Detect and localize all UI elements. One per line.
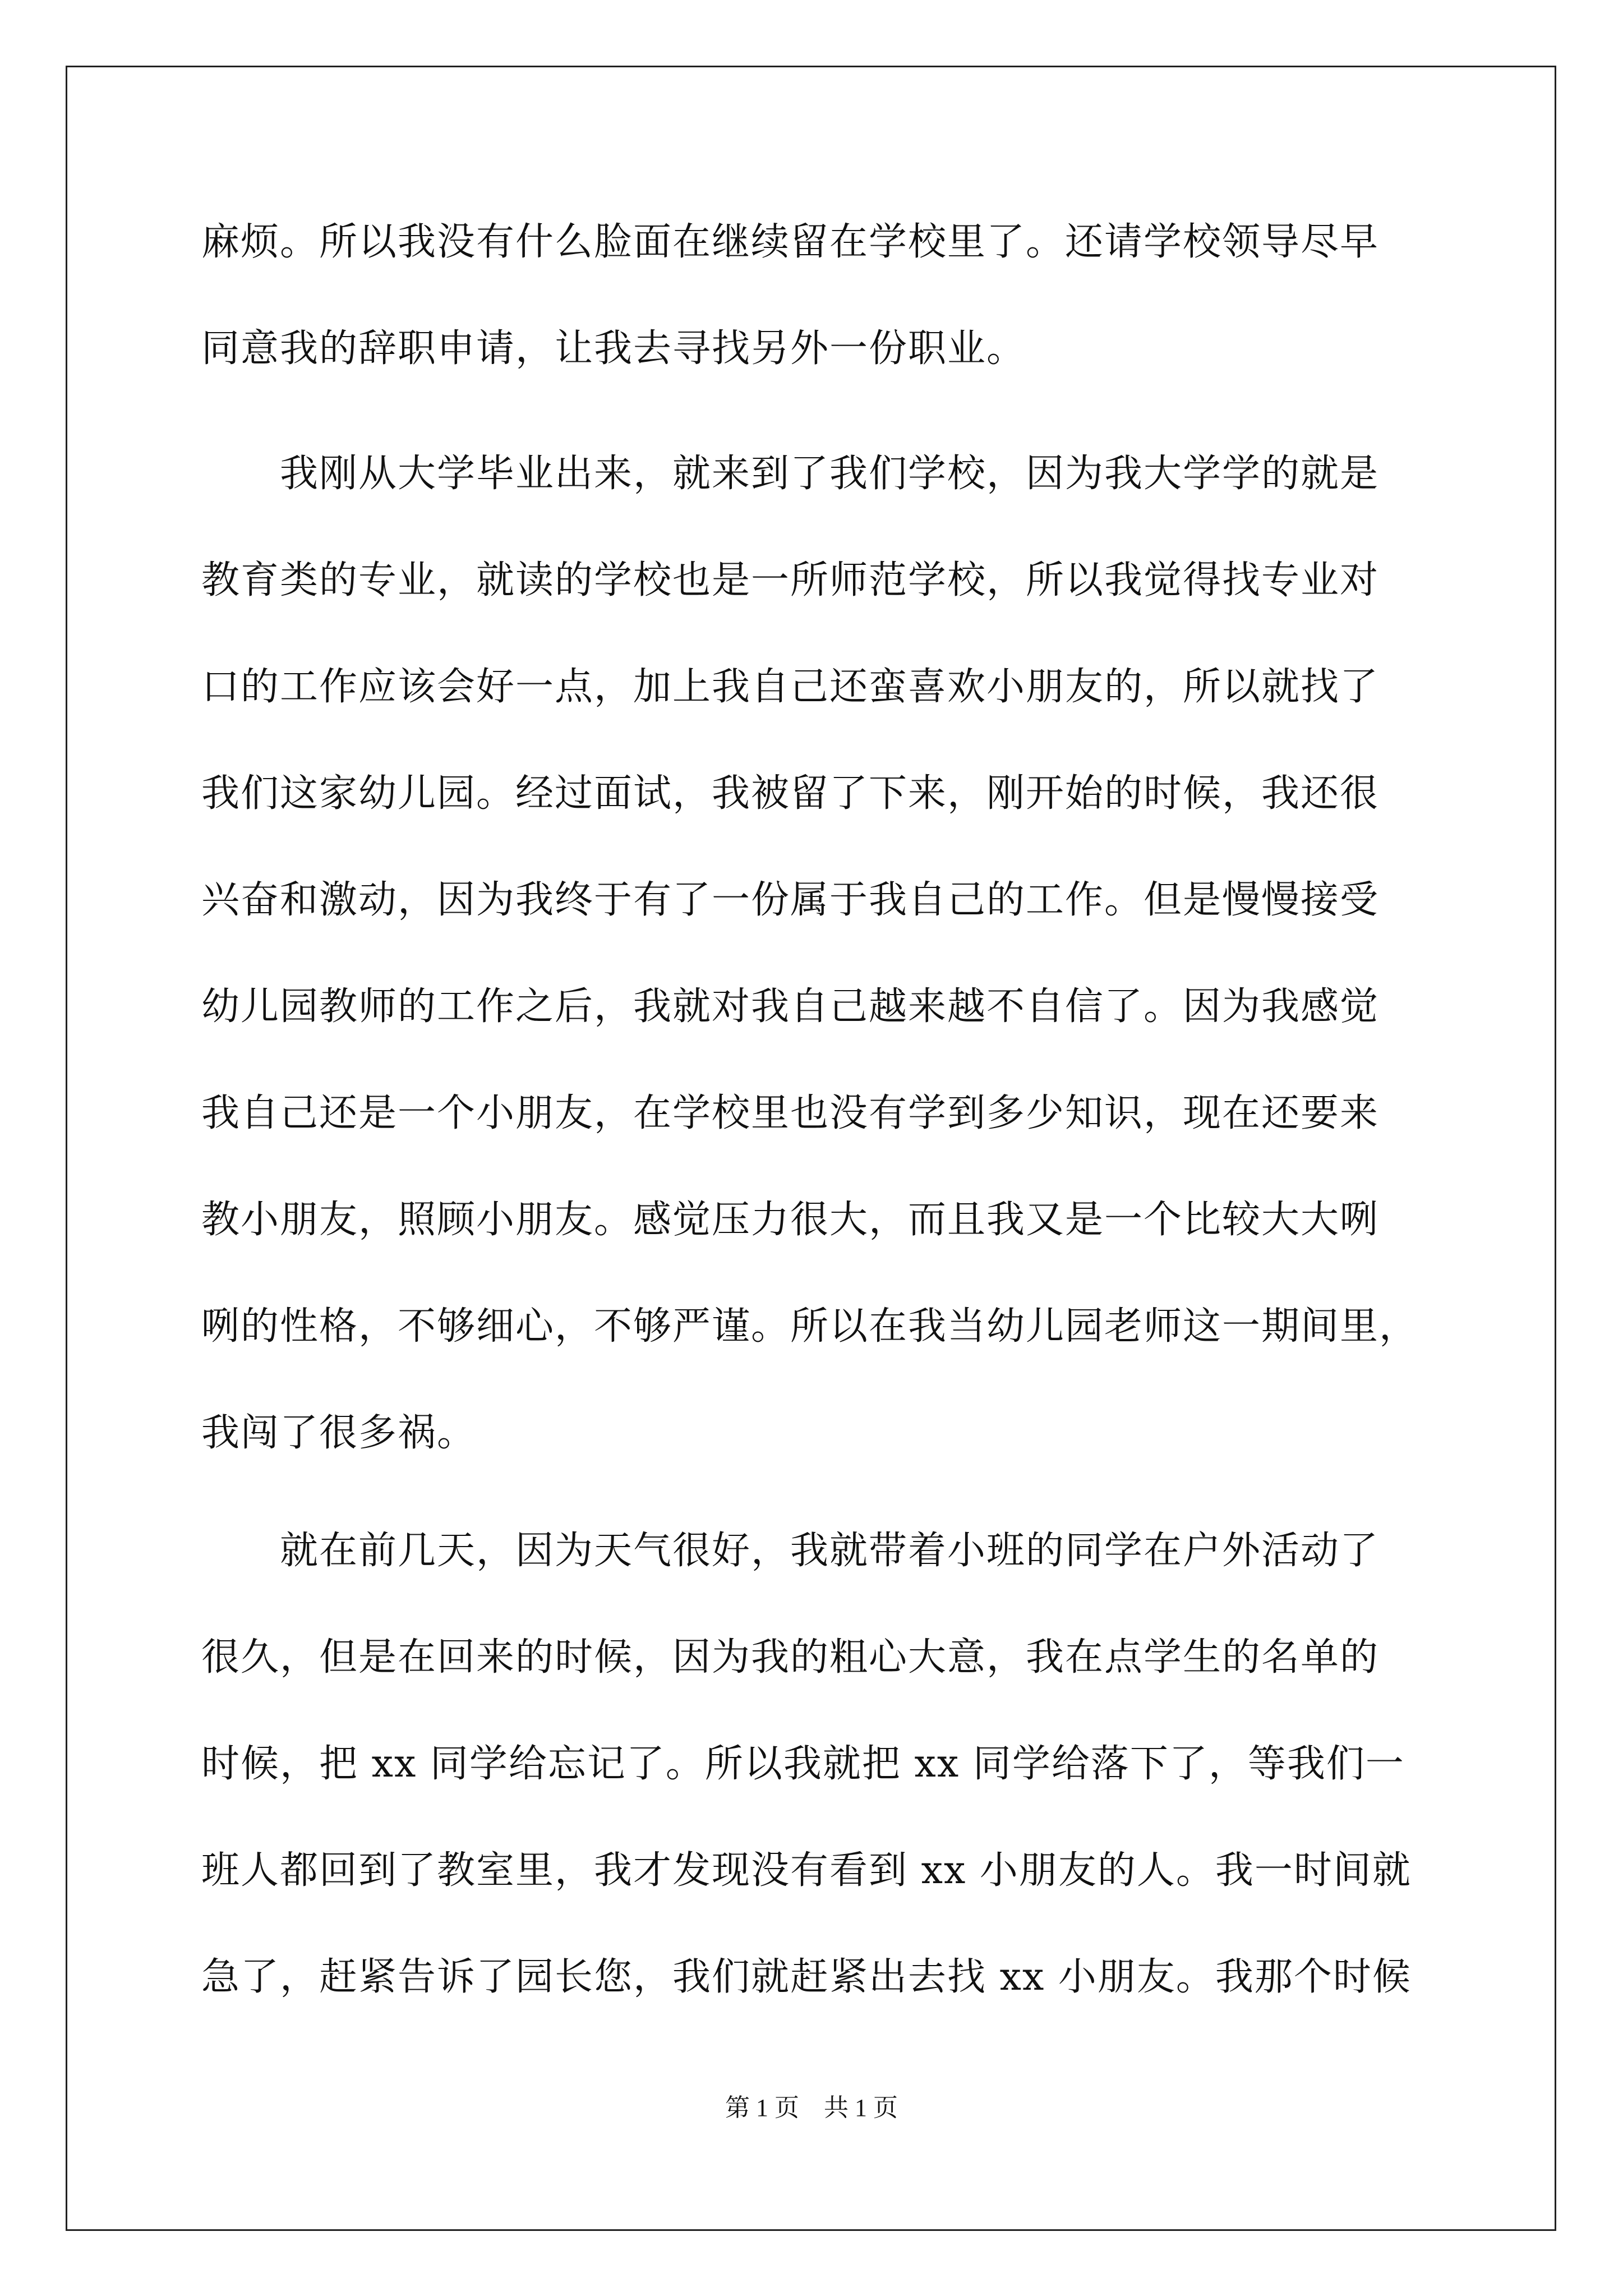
- text-line: 幼儿园教师的工作之后，我就对我自己越来越不自信了。因为我感觉: [201, 984, 1380, 1029]
- text-line: 很久，但是在回来的时候，因为我的粗心大意，我在点学生的名单的: [201, 1635, 1380, 1680]
- text-line: 我们这家幼儿园。经过面试，我被留了下来，刚开始的时候，我还很: [201, 771, 1380, 816]
- text-line: 我闯了很多祸。: [201, 1411, 477, 1455]
- page-border: [66, 66, 1556, 2231]
- text-line: 兴奋和激动，因为我终于有了一份属于我自己的工作。但是慢慢接受: [201, 878, 1380, 922]
- page-number-footer: 第 1 页 共 1 页: [725, 2094, 898, 2122]
- text-line: 急了，赶紧告诉了园长您，我们就赶紧出去找 xx 小朋友。我那个时候: [201, 1955, 1412, 1999]
- text-line: 麻烦。所以我没有什么脸面在继续留在学校里了。还请学校领导尽早: [201, 220, 1380, 264]
- text-line: 口的工作应该会好一点，加上我自己还蛮喜欢小朋友的，所以就找了: [201, 665, 1380, 709]
- text-line: 时候，把 xx 同学给忘记了。所以我就把 xx 同学给落下了，等我们一: [201, 1742, 1405, 1786]
- text-line: 我刚从大学毕业出来，就来到了我们学校，因为我大学学的就是: [201, 452, 1380, 496]
- text-line: 教小朋友，照顾小朋友。感觉压力很大，而且我又是一个比较大大咧: [201, 1198, 1380, 1242]
- text-line: 同意我的辞职申请，让我去寻找另外一份职业。: [201, 326, 1026, 371]
- text-line: 班人都回到了教室里，我才发现没有看到 xx 小朋友的人。我一时间就: [201, 1848, 1412, 1893]
- text-line: 咧的性格，不够细心，不够严谨。所以在我当幼儿园老师这一期间里，: [201, 1304, 1419, 1349]
- text-line: 就在前几天，因为天气很好，我就带着小班的同学在户外活动了: [201, 1529, 1380, 1573]
- text-line: 教育类的专业，就读的学校也是一所师范学校，所以我觉得找专业对: [201, 558, 1380, 602]
- text-line: 我自己还是一个小朋友，在学校里也没有学到多少知识，现在还要来: [201, 1091, 1380, 1135]
